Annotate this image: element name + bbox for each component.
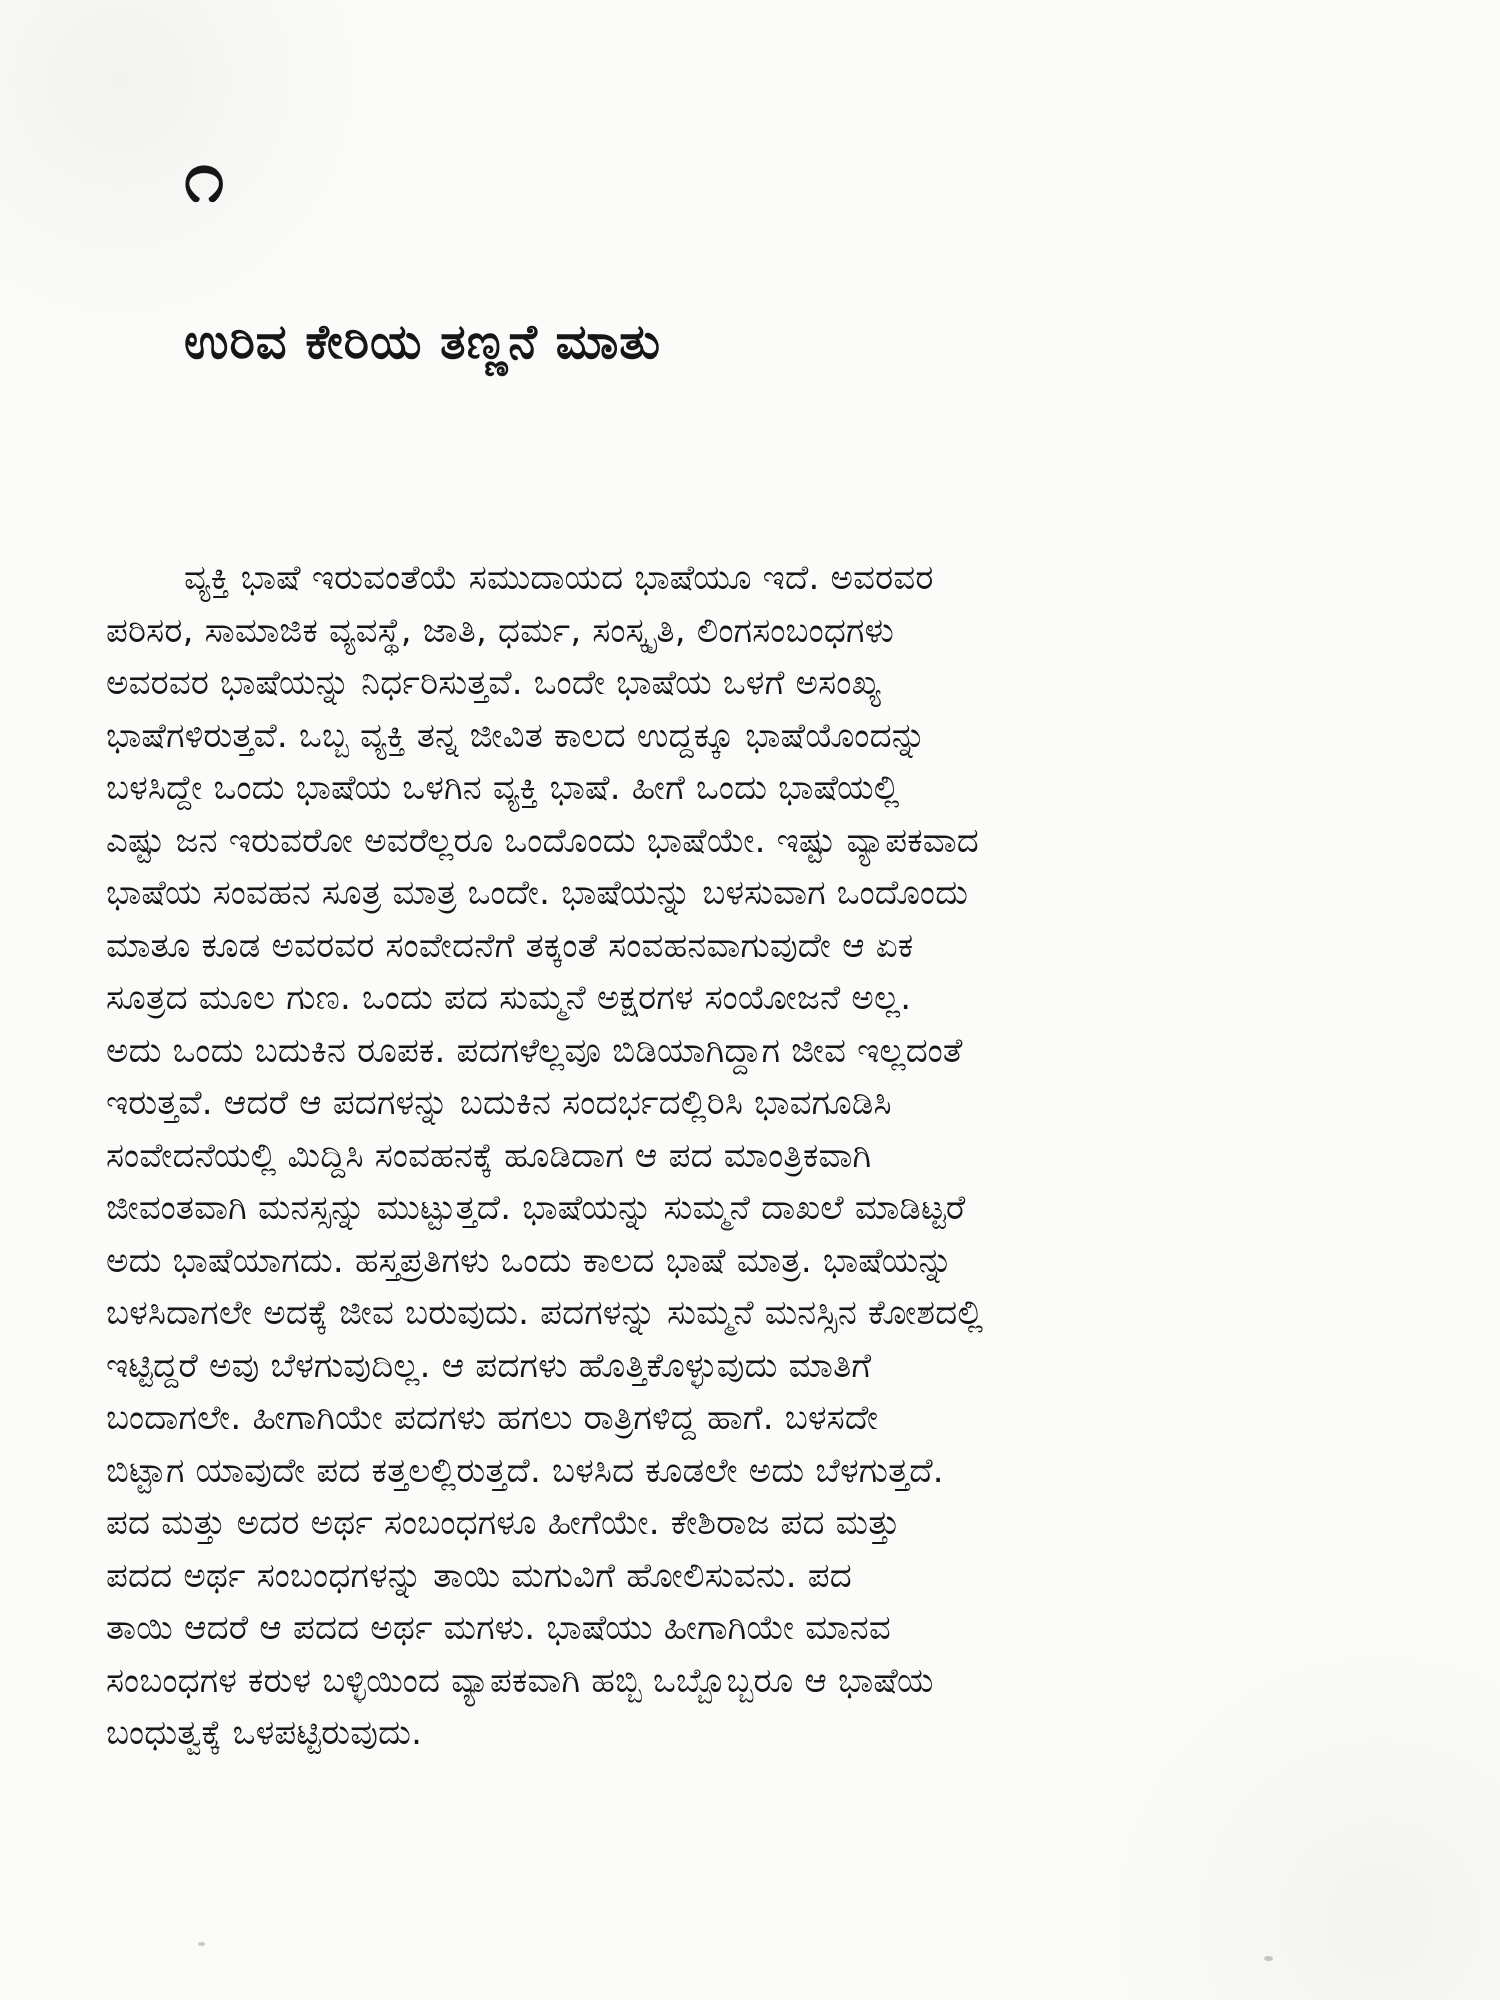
text-line: ಬಿಟ್ಟಾಗ ಯಾವುದೇ ಪದ ಕತ್ತಲಲ್ಲಿರುತ್ತದೆ. ಬಳಸಿದ ಕೂಡಲೇ ಅದು ಬೆಳಗುತ್ತದೆ. [106,1450,944,1491]
text-line: ಪದದ ಅರ್ಥ ಸಂಬಂಧಗಳನ್ನು ತಾಯಿ ಮಗುವಿಗೆ ಹೋಲಿಸುವನು. ಪದ [106,1555,852,1596]
text-line: ಎಷ್ಟು ಜನ ಇರುವರೋ ಅವರೆಲ್ಲರೂ ಒಂದೊಂದು ಭಾಷೆಯೇ. ಇಷ್ಟು ವ್ಯಾಪಕವಾದ [106,820,979,861]
text-line: ಸೂತ್ರದ ಮೂಲ ಗುಣ. ಒಂದು ಪದ ಸುಮ್ಮನೆ ಅಕ್ಷರಗಳ ಸಂಯೋಜನೆ ಅಲ್ಲ. [106,978,912,1018]
text-line: ಮಾತೂ ಕೂಡ ಅವರವರ ಸಂವೇದನೆಗೆ ತಕ್ಕಂತೆ ಸಂವಹನವಾಗುವುದೇ ಆ ಏಕ [106,925,914,966]
text-line: ಬಂಧುತ್ವಕ್ಕೆ ಒಳಪಟ್ಟಿರುವುದು. [106,1713,423,1753]
chapter-title: ಉರಿವ ಕೇರಿಯ ತಣ್ಣನೆ ಮಾತು [184,314,661,370]
text-line: ವ್ಯಕ್ತಿ ಭಾಷೆ ಇರುವಂತೆಯೆ ಸಮುದಾಯದ ಭಾಷೆಯೂ ಇದೆ. ಅವರವರ [184,558,934,598]
scan-speck [198,1942,205,1946]
text-line: ಪದ ಮತ್ತು ಅದರ ಅರ್ಥ ಸಂಬಂಧಗಳೂ ಹೀಗೆಯೇ. ಕೇಶಿರಾಜ ಪದ ಮತ್ತು [106,1503,901,1543]
text-line: ಜೀವಂತವಾಗಿ ಮನಸ್ಸನ್ನು ಮುಟ್ಟುತ್ತದೆ. ಭಾಷೆಯನ್ನು ಸುಮ್ಮನೆ ದಾಖಲೆ ಮಾಡಿಟ್ಟರೆ [106,1188,966,1228]
text-line: ಅದು ಭಾಷೆಯಾಗದು. ಹಸ್ತಪ್ರತಿಗಳು ಒಂದು ಕಾಲದ ಭಾಷೆ ಮಾತ್ರ. ಭಾಷೆಯನ್ನು [106,1240,954,1281]
text-line: ಸಂವೇದನೆಯಲ್ಲಿ ಮಿದ್ದಿಸಿ ಸಂವಹನಕ್ಕೆ ಹೂಡಿದಾಗ ಆ ಪದ ಮಾಂತ್ರಿಕವಾಗಿ [106,1135,872,1176]
scan-speck [1264,1956,1273,1961]
chapter-number: ೧ [184,134,227,218]
text-line: ಬಳಸಿದ್ದೇ ಒಂದು ಭಾಷೆಯ ಒಳಗಿನ ವ್ಯಕ್ತಿ ಭಾಷೆ. ಹೀಗೆ ಒಂದು ಭಾಷೆಯಲ್ಲಿ [106,768,900,808]
text-line: ಭಾಷೆಯ ಸಂವಹನ ಸೂತ್ರ ಮಾತ್ರ ಒಂದೇ. ಭಾಷೆಯನ್ನು ಬಳಸುವಾಗ ಒಂದೊಂದು [106,873,969,913]
text-line: ಇರುತ್ತವೆ. ಆದರೆ ಆ ಪದಗಳನ್ನು ಬದುಕಿನ ಸಂದರ್ಭದಲ್ಲಿರಿಸಿ ಭಾವಗೂಡಿಸಿ [106,1083,892,1123]
text-line: ಪರಿಸರ, ಸಾಮಾಜಿಕ ವ್ಯವಸ್ಥೆ, ಜಾತಿ, ಧರ್ಮ, ಸಂಸ್ಕೃತಿ, ಲಿಂಗಸಂಬಂಧಗಳು [106,610,895,651]
text-line: ಇಟ್ಟಿದ್ದರೆ ಅವು ಬೆಳಗುವುದಿಲ್ಲ. ಆ ಪದಗಳು ಹೊತ್ತಿಕೊಳ್ಳುವುದು ಮಾತಿಗೆ [106,1345,872,1386]
body-paragraph [106,552,1466,1760]
text-line: ತಾಯಿ ಆದರೆ ಆ ಪದದ ಅರ್ಥ ಮಗಳು. ಭಾಷೆಯು ಹೀಗಾಗಿಯೇ ಮಾನವ [106,1608,891,1648]
text-line: ಅದು ಒಂದು ಬದುಕಿನ ರೂಪಕ. ಪದಗಳೆಲ್ಲವೂ ಬಿಡಿಯಾಗಿದ್ದಾಗ ಜೀವ ಇಲ್ಲದಂತೆ [106,1030,963,1071]
text-line: ಅವರವರ ಭಾಷೆಯನ್ನು ನಿರ್ಧರಿಸುತ್ತವೆ. ಒಂದೇ ಭಾಷೆಯ ಒಳಗೆ ಅಸಂಖ್ಯ [106,663,882,703]
text-line: ಭಾಷೆಗಳಿರುತ್ತವೆ. ಒಬ್ಬ ವ್ಯಕ್ತಿ ತನ್ನ ಜೀವಿತ ಕಾಲದ ಉದ್ದಕ್ಕೂ ಭಾಷೆಯೊಂದನ್ನು [106,715,927,756]
text-line: ಬಳಸಿದಾಗಲೇ ಅದಕ್ಕೆ ಜೀವ ಬರುವುದು. ಪದಗಳನ್ನು ಸುಮ್ಮನೆ ಮನಸ್ಸಿನ ಕೋಶದಲ್ಲಿ [106,1293,984,1333]
text-line: ಸಂಬಂಧಗಳ ಕರುಳ ಬಳ್ಳಿಯಿಂದ ವ್ಯಾಪಕವಾಗಿ ಹಬ್ಬಿ ಒಬ್ಬೊಬ್ಬರೂ ಆ ಭಾಷೆಯ [106,1660,934,1701]
text-line: ಬಂದಾಗಲೇ. ಹೀಗಾಗಿಯೇ ಪದಗಳು ಹಗಲು ರಾತ್ರಿಗಳಿದ್ದ ಹಾಗೆ. ಬಳಸದೇ [106,1398,879,1438]
